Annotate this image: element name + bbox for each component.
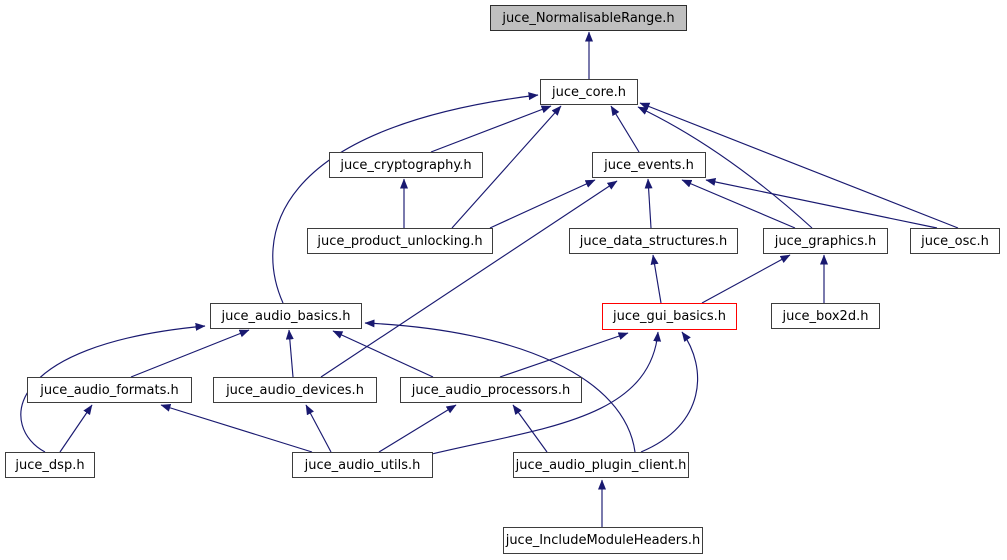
edge-audio_devices-to-events: [321, 181, 617, 377]
node-graphics[interactable]: juce_graphics.h: [763, 228, 888, 254]
edge-gui_basics-to-graphics: [702, 255, 790, 303]
edge-audio_devices-to-audio_basics: [289, 330, 293, 377]
edge-audio_processors-to-audio_basics: [333, 331, 433, 377]
node-normalisable_range: juce_NormalisableRange.h: [490, 5, 687, 31]
edge-audio_utils-to-audio_devices: [306, 405, 331, 452]
node-events[interactable]: juce_events.h: [592, 152, 706, 178]
node-audio_plugin_client[interactable]: juce_audio_plugin_client.h: [513, 452, 689, 478]
node-audio_basics[interactable]: juce_audio_basics.h: [210, 303, 362, 329]
edge-audio_formats-to-audio_basics: [131, 330, 249, 377]
edge-audio_processors-to-gui_basics: [500, 333, 628, 377]
node-audio_formats[interactable]: juce_audio_formats.h: [27, 377, 192, 403]
node-audio_processors[interactable]: juce_audio_processors.h: [400, 377, 582, 403]
edge-data_structures-to-events: [648, 179, 651, 228]
edge-events-to-core: [611, 106, 639, 152]
node-audio_devices[interactable]: juce_audio_devices.h: [213, 377, 377, 403]
node-osc[interactable]: juce_osc.h: [910, 228, 1000, 254]
node-gui_basics[interactable]: juce_gui_basics.h: [602, 303, 737, 330]
node-dsp[interactable]: juce_dsp.h: [5, 452, 95, 478]
edge-audio_utils-to-audio_processors: [379, 405, 456, 452]
edge-osc-to-events: [706, 180, 937, 228]
edge-audio_plugin_client-to-gui_basics: [641, 332, 698, 452]
node-audio_utils[interactable]: juce_audio_utils.h: [292, 452, 433, 478]
node-box2d[interactable]: juce_box2d.h: [771, 303, 880, 329]
node-core[interactable]: juce_core.h: [540, 79, 638, 105]
node-data_structures[interactable]: juce_data_structures.h: [569, 228, 738, 254]
node-product_unlocking[interactable]: juce_product_unlocking.h: [307, 228, 493, 254]
node-include_module_headers[interactable]: juce_IncludeModuleHeaders.h: [503, 527, 703, 554]
edge-product_unlocking-to-events: [490, 180, 595, 228]
edge-cryptography-to-core: [431, 106, 551, 152]
edge-dsp-to-audio_formats: [60, 405, 92, 452]
edge-audio_utils-to-audio_formats: [161, 405, 312, 452]
edge-gui_basics-to-data_structures: [653, 255, 661, 303]
node-cryptography[interactable]: juce_cryptography.h: [329, 152, 483, 178]
